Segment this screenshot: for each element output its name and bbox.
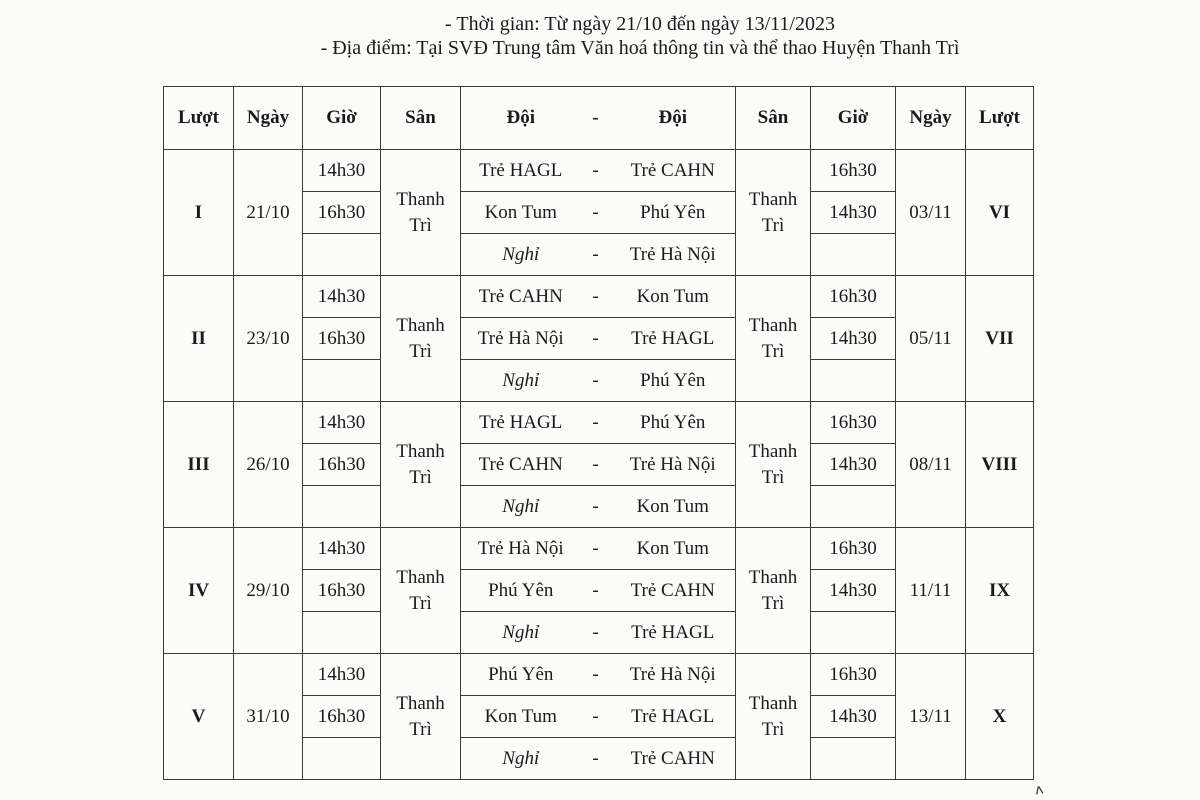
home-team: Nghỉ: [461, 738, 581, 780]
away-team: Trẻ HAGL: [611, 612, 736, 654]
kickoff-time: 14h30: [303, 528, 381, 570]
venue-cell-2: [736, 276, 811, 402]
header-luot: Lượt: [164, 87, 234, 150]
away-team: Kon Tum: [611, 276, 736, 318]
venue-line-2: Trì: [761, 214, 785, 236]
kickoff-time-2: 16h30: [811, 654, 896, 696]
round-number: III: [164, 402, 234, 528]
away-team: Trẻ CAHN: [611, 570, 736, 612]
kickoff-time: [303, 738, 381, 780]
away-team: Trẻ Hà Nội: [611, 234, 736, 276]
round-date-2: 08/11: [896, 402, 966, 528]
time-range-line: - Thời gian: Từ ngày 21/10 đến ngày 13/11/2023: [445, 13, 835, 35]
kickoff-time-2: 16h30: [811, 402, 896, 444]
round-number: IV: [164, 528, 234, 654]
venue-line-1: Thanh: [748, 314, 798, 336]
kickoff-time: [303, 486, 381, 528]
away-team: Trẻ Hà Nội: [611, 654, 736, 696]
kickoff-time: 16h30: [303, 696, 381, 738]
header-luot-2: Lượt: [966, 87, 1034, 150]
versus-dash: -: [581, 318, 611, 360]
venue-line-1: Thanh: [396, 314, 445, 336]
kickoff-time-2: 16h30: [811, 150, 896, 192]
kickoff-time-2: 14h30: [811, 570, 896, 612]
venue-cell: [381, 276, 461, 402]
away-team: Trẻ Hà Nội: [611, 444, 736, 486]
venue-line-2: Trì: [409, 718, 432, 740]
versus-dash: -: [581, 150, 611, 192]
kickoff-time: 16h30: [303, 318, 381, 360]
home-team: Trẻ CAHN: [461, 444, 581, 486]
venue-cell-2: [736, 528, 811, 654]
round-date-2: 13/11: [896, 654, 966, 780]
venue-line-2: Trì: [761, 340, 785, 362]
header-dash: -: [581, 87, 611, 150]
kickoff-time-2: [811, 360, 896, 402]
match-row: [164, 150, 1034, 192]
venue-cell-2: [736, 150, 811, 276]
venue-line: - Địa điểm: Tại SVĐ Trung tâm Văn hoá thông tin và thể thao Huyện Thanh Trì: [320, 37, 960, 59]
document-intro: [0, 12, 1200, 60]
home-team: Phú Yên: [461, 570, 581, 612]
versus-dash: -: [581, 696, 611, 738]
versus-dash: -: [581, 612, 611, 654]
round-number-2: VI: [966, 150, 1034, 276]
kickoff-time: 16h30: [303, 192, 381, 234]
round-date: 26/10: [234, 402, 303, 528]
versus-dash: -: [581, 444, 611, 486]
home-team: Trẻ CAHN: [461, 276, 581, 318]
kickoff-time: 16h30: [303, 444, 381, 486]
round-number: II: [164, 276, 234, 402]
round-date-2: 03/11: [896, 150, 966, 276]
versus-dash: -: [581, 738, 611, 780]
venue-line-2: Trì: [409, 214, 432, 236]
header-row: [164, 87, 1034, 150]
home-team: Nghỉ: [461, 360, 581, 402]
match-row: [164, 402, 1034, 444]
away-team: Trẻ CAHN: [611, 150, 736, 192]
header-doi-a: Đội: [461, 87, 581, 150]
venue-line-1: Thanh: [396, 692, 445, 714]
venue-line-2: Trì: [409, 592, 432, 614]
away-team: Phú Yên: [611, 192, 736, 234]
away-team: Trẻ CAHN: [611, 738, 736, 780]
header-san: Sân: [381, 87, 461, 150]
versus-dash: -: [581, 654, 611, 696]
match-row: [164, 528, 1034, 570]
away-team: Kon Tum: [611, 486, 736, 528]
home-team: Nghỉ: [461, 486, 581, 528]
home-team: Phú Yên: [461, 654, 581, 696]
venue-cell: [381, 654, 461, 780]
kickoff-time: 14h30: [303, 276, 381, 318]
round-number-2: VII: [966, 276, 1034, 402]
rounds-body: [164, 150, 1034, 780]
kickoff-time-2: [811, 738, 896, 780]
kickoff-time-2: [811, 612, 896, 654]
venue-line-2: Trì: [761, 592, 785, 614]
versus-dash: -: [581, 360, 611, 402]
away-team: Phú Yên: [611, 402, 736, 444]
kickoff-time-2: 14h30: [811, 696, 896, 738]
kickoff-time-2: 16h30: [811, 528, 896, 570]
round-date-2: 11/11: [896, 528, 966, 654]
round-number: I: [164, 150, 234, 276]
home-team: Nghỉ: [461, 612, 581, 654]
round-number-2: IX: [966, 528, 1034, 654]
round-number-2: X: [966, 654, 1034, 780]
match-row: [164, 276, 1034, 318]
round-date-2: 05/11: [896, 276, 966, 402]
header-gio: Giờ: [303, 87, 381, 150]
venue-cell-2: [736, 654, 811, 780]
round-number: V: [164, 654, 234, 780]
kickoff-time: 14h30: [303, 402, 381, 444]
venue-line-2: Trì: [761, 466, 785, 488]
away-team: Kon Tum: [611, 528, 736, 570]
kickoff-time-2: 14h30: [811, 318, 896, 360]
home-team: Trẻ HAGL: [461, 402, 581, 444]
kickoff-time: 14h30: [303, 654, 381, 696]
signature-mark: ʌ: [1033, 781, 1045, 799]
round-number-2: VIII: [966, 402, 1034, 528]
kickoff-time: 16h30: [303, 570, 381, 612]
header-doi-b: Đội: [611, 87, 736, 150]
venue-line-1: Thanh: [748, 692, 798, 714]
versus-dash: -: [581, 234, 611, 276]
versus-dash: -: [581, 402, 611, 444]
header-ngay: Ngày: [234, 87, 303, 150]
venue-cell: [381, 402, 461, 528]
home-team: Kon Tum: [461, 192, 581, 234]
header-san-2: Sân: [736, 87, 811, 150]
schedule-table: [163, 86, 1034, 780]
header-ngay-2: Ngày: [896, 87, 966, 150]
kickoff-time: [303, 234, 381, 276]
venue-cell-2: [736, 402, 811, 528]
home-team: Nghỉ: [461, 234, 581, 276]
home-team: Kon Tum: [461, 696, 581, 738]
kickoff-time-2: 14h30: [811, 444, 896, 486]
venue-line-2: Trì: [409, 340, 432, 362]
venue-line-2: Trì: [409, 466, 432, 488]
round-date: 29/10: [234, 528, 303, 654]
round-date: 31/10: [234, 654, 303, 780]
venue-line-1: Thanh: [396, 188, 445, 210]
venue-line-1: Thanh: [396, 440, 445, 462]
kickoff-time: [303, 360, 381, 402]
venue-line-1: Thanh: [748, 566, 798, 588]
versus-dash: -: [581, 276, 611, 318]
kickoff-time: 14h30: [303, 150, 381, 192]
venue-line-2: Trì: [761, 718, 785, 740]
versus-dash: -: [581, 486, 611, 528]
round-date: 23/10: [234, 276, 303, 402]
kickoff-time-2: 14h30: [811, 192, 896, 234]
kickoff-time-2: [811, 234, 896, 276]
venue-cell: [381, 528, 461, 654]
venue-line-1: Thanh: [748, 188, 798, 210]
kickoff-time-2: [811, 486, 896, 528]
header-gio-2: Giờ: [811, 87, 896, 150]
away-team: Trẻ HAGL: [611, 318, 736, 360]
away-team: Phú Yên: [611, 360, 736, 402]
versus-dash: -: [581, 570, 611, 612]
venue-line-1: Thanh: [396, 566, 445, 588]
home-team: Trẻ Hà Nội: [461, 528, 581, 570]
away-team: Trẻ HAGL: [611, 696, 736, 738]
match-row: [164, 654, 1034, 696]
versus-dash: -: [581, 528, 611, 570]
venue-line-1: Thanh: [748, 440, 798, 462]
home-team: Trẻ Hà Nội: [461, 318, 581, 360]
round-date: 21/10: [234, 150, 303, 276]
venue-cell: [381, 150, 461, 276]
kickoff-time: [303, 612, 381, 654]
versus-dash: -: [581, 192, 611, 234]
kickoff-time-2: 16h30: [811, 276, 896, 318]
home-team: Trẻ HAGL: [461, 150, 581, 192]
